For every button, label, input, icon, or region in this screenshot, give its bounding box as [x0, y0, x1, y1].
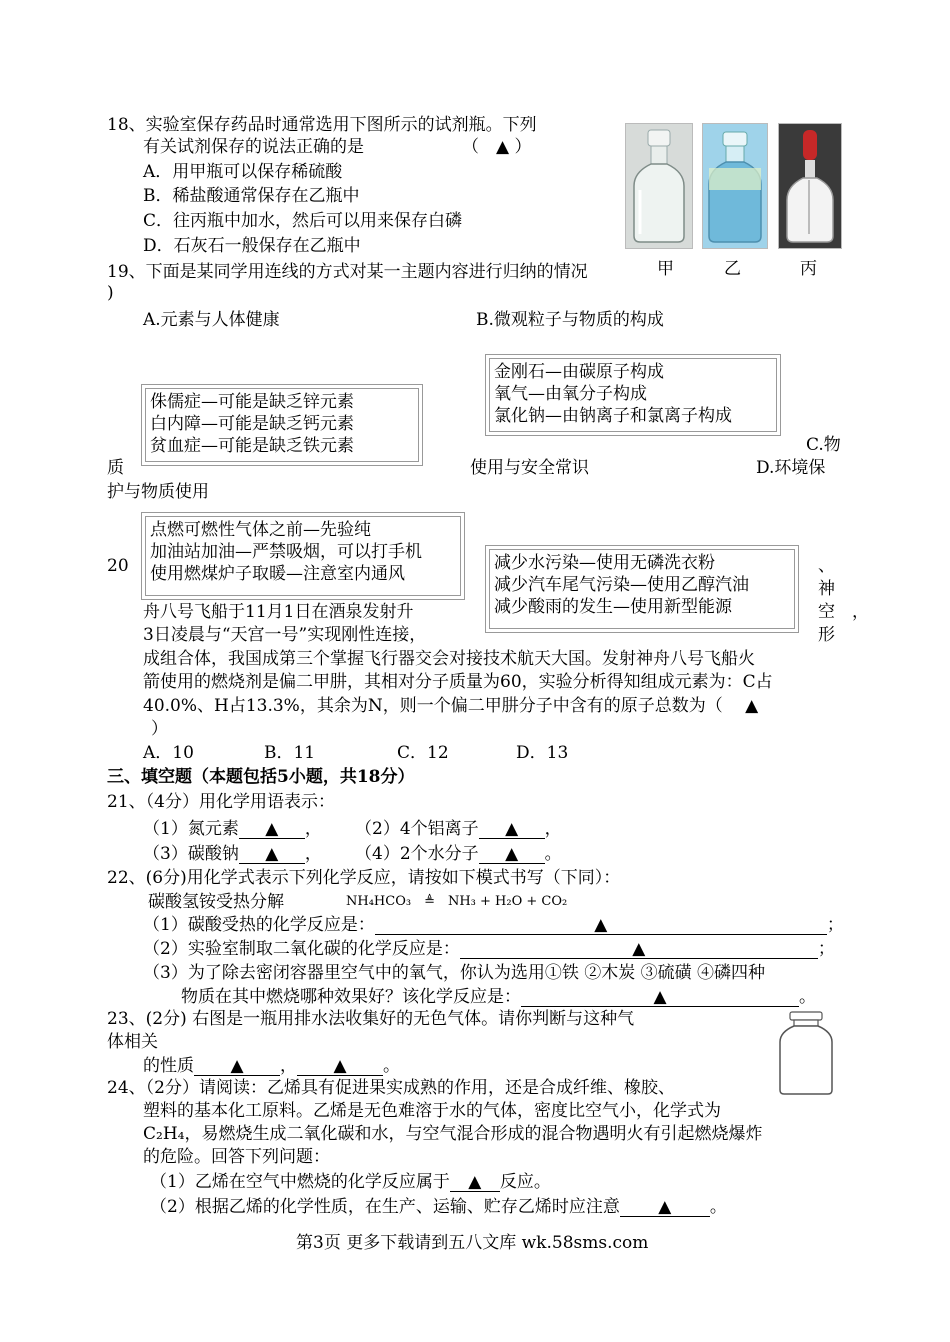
q19-b-title: B.微观粒子与物质的构成 — [476, 310, 664, 330]
box-b-line-3: 氯化钠—由钠离子和氯离子构成 — [494, 406, 732, 426]
q21-part1 — [143, 818, 322, 840]
q19-c-title-part2: 质 — [107, 458, 124, 478]
q23-blank-2[interactable]: ▲ — [297, 1057, 383, 1076]
q19-d-title-part2: 护与物质使用 — [107, 482, 209, 502]
q20-line6: ） — [151, 719, 168, 739]
q18-paren: （ ▲ ） — [462, 137, 532, 157]
q20-option-a: A．10 — [143, 743, 194, 763]
box-d-line-2: 减少汽车尾气污染—使用乙醇汽油 — [494, 575, 749, 595]
q19-a-title: A.元素与人体健康 — [143, 310, 280, 330]
q20-line4: 箭使用的燃烧剂是偏二甲肼，其相对分子质量为60，实验分析得知组成元素为：C占 — [143, 672, 773, 692]
q20-side-2: 神 — [818, 579, 835, 599]
q18-option-b: B．稀盐酸通常保存在乙瓶中 — [143, 186, 360, 206]
bottle-bing-image — [778, 123, 842, 249]
box-c-line-1: 点燃可燃性气体之前—先验纯 — [150, 520, 371, 540]
q24-line2: 塑料的基本化工原料。乙烯是无色难溶于水的气体，密度比空气小，化学式为 — [143, 1101, 721, 1121]
q20-line1: 舟八号飞船于11月1日在酒泉发射升 — [143, 602, 414, 622]
box-b-line-2: 氧气—由氧分子构成 — [494, 384, 647, 404]
box-d-line-3: 减少酸雨的发生—使用新型能源 — [494, 597, 732, 617]
q19-box-b — [485, 354, 781, 436]
q18-option-a: A．用甲瓶可以保存稀硫酸 — [143, 162, 343, 182]
q22-part1 — [143, 914, 844, 936]
box-a-line-2: 白内障—可能是缺乏钙元素 — [150, 414, 354, 434]
q22-part2 — [143, 938, 835, 960]
bottle-yi-image — [702, 123, 768, 249]
q22-p3-period: 。 — [799, 987, 816, 1007]
q21-p2-comma: ， — [544, 819, 562, 839]
bottle-label-jia: 甲 — [657, 259, 674, 279]
q19-c-title-part1: C.物 — [806, 435, 841, 455]
q22-example-label: 碳酸氢铵受热分解 — [148, 892, 284, 912]
q23-line1: 23、(2分) 右图是一瓶用排水法收集好的无色气体。请你判断与这种气 — [107, 1009, 635, 1029]
box-a-line-3: 贫血症—可能是缺乏铁元素 — [150, 436, 354, 456]
q23-blank-1[interactable]: ▲ — [194, 1057, 280, 1076]
q21-p3-label: （3）碳酸钠 — [143, 844, 239, 864]
q21-part4 — [355, 843, 562, 865]
q23-period: 。 — [383, 1056, 400, 1076]
q19-c-title-part3: 使用与安全常识 — [470, 458, 589, 478]
q19-box-d — [485, 545, 799, 633]
q23-comma: ， — [280, 1056, 297, 1076]
q21-p1-blank[interactable]: ▲ — [239, 820, 305, 839]
q20-option-c: C．12 — [397, 743, 449, 763]
q20-line5: 40.0%、H占13.3%，其余为N，则一个偏二甲肼分子中含有的原子总数为（ ▲ — [143, 696, 759, 716]
q18-line1: 18、实验室保存药品时通常选用下图所示的试剂瓶。下列 — [107, 115, 537, 135]
q21-p4-blank[interactable]: ▲ — [479, 845, 545, 864]
q18-line2: 有关试剂保存的说法正确的是 — [143, 137, 364, 157]
q20-side-4: 形 — [818, 625, 835, 645]
q20-option-d: D．13 — [516, 743, 569, 763]
q22-p1-label: （1）碳酸受热的化学反应是： — [143, 915, 375, 935]
q24-line3: C₂H₄，易燃烧生成二氧化碳和水，与空气混合形成的混合物遇明火有引起燃烧爆炸 — [143, 1124, 763, 1144]
q18-option-d: D．石灰石一般保存在乙瓶中 — [143, 236, 361, 256]
gas-jar-image — [774, 1010, 838, 1101]
q22-p2-semi: ； — [817, 939, 835, 959]
box-d-line-1: 减少水污染—使用无磷洗衣粉 — [494, 553, 715, 573]
q19-d-title-part1: D.环境保 — [756, 458, 826, 478]
bottle-label-bing: 丙 — [800, 259, 817, 279]
q20-number: 20 — [107, 556, 129, 576]
q24-line4: 的危险。回答下列问题： — [143, 1147, 330, 1167]
q20-option-b: B．11 — [264, 743, 316, 763]
q19-line1: 19、下面是某同学用连线的方式对某一主题内容进行归纳的情况 — [107, 262, 588, 282]
q20-line2: 3日凌晨与“天宫一号”实现刚性连接， — [143, 625, 427, 645]
q18-option-c: C．往丙瓶中加水，然后可以用来保存白磷 — [143, 211, 463, 231]
box-c-line-3: 使用燃煤炉子取暖—注意室内通风 — [150, 564, 405, 584]
q22-p2-blank[interactable]: ▲ — [460, 940, 818, 959]
q21-p2-blank[interactable]: ▲ — [479, 820, 545, 839]
box-c-line-2: 加油站加油—严禁吸烟，可以打手机 — [150, 542, 422, 562]
section3-heading: 三、填空题（本题包括5小题，共18分） — [107, 767, 415, 787]
q21-p3-blank[interactable]: ▲ — [239, 845, 305, 864]
q24-p1-blank[interactable]: ▲ — [450, 1173, 500, 1192]
q21-p1-label: （1）氮元素 — [143, 819, 239, 839]
page-footer: 第3页 更多下载请到五八文库 wk.58sms.com — [296, 1233, 649, 1253]
q22-p3-line1: （3）为了除去密闭容器里空气中的氧气，你认为选用①铁 ②木炭 ③硫磺 ④磷四种 — [143, 963, 766, 983]
q24-line1: 24、（2分）请阅读：乙烯具有促进果实成熟的作用，还是合成纤维、橡胶、 — [107, 1078, 675, 1098]
q22-p2-label: （2）实验室制取二氧化碳的化学反应是： — [143, 939, 460, 959]
q22-example-equation: NH₄HCO₃ ≜ NH₃ + H₂O + CO₂ — [346, 894, 568, 909]
q19-box-a — [141, 384, 423, 466]
q21-p3-comma: ， — [304, 844, 322, 864]
q19-line1-tail: ) — [107, 283, 114, 303]
bottle-jia-image — [625, 123, 693, 249]
q22-p1-blank[interactable]: ▲ — [375, 916, 827, 935]
q20-side-3: 空 ， — [818, 602, 869, 622]
q21-p1-comma: ， — [304, 819, 322, 839]
q20-line3: 成组合体，我国成第三个掌握飞行器交会对接技术航天大国。发射神舟八号飞船火 — [143, 649, 755, 669]
q22-p1-semi: ； — [826, 915, 844, 935]
bottle-label-yi: 乙 — [724, 259, 741, 279]
q22-part3 — [181, 986, 816, 1008]
box-b-line-1: 金刚石—由碳原子构成 — [494, 362, 664, 382]
q23-label: 的性质 — [143, 1056, 194, 1076]
q22-stem: 22、(6分)用化学式表示下列化学反应，请按如下模式书写（下同）： — [107, 868, 621, 888]
q22-p3-label: 物质在其中燃烧哪种效果好？该化学反应是： — [181, 987, 521, 1007]
q24-p2-blank[interactable]: ▲ — [620, 1198, 710, 1217]
q20-side-1: 、 — [818, 556, 835, 576]
q24-p1-label: （1）乙烯在空气中燃烧的化学反应属于 — [150, 1172, 450, 1192]
q21-part2 — [355, 818, 562, 840]
q24-p1-tail: 反应。 — [499, 1172, 551, 1192]
q21-stem: 21、（4分）用化学用语表示： — [107, 792, 335, 812]
q21-p2-label: （2）4个铝离子 — [355, 819, 479, 839]
q19-box-c — [141, 512, 465, 600]
q24-p2-label: （2）根据乙烯的化学性质，在生产、运输、贮存乙烯时应注意 — [150, 1197, 620, 1217]
q24-p2-period: 。 — [709, 1197, 727, 1217]
q22-p3-blank[interactable]: ▲ — [521, 988, 799, 1007]
q21-part3 — [143, 843, 322, 865]
q23-line3 — [143, 1055, 400, 1077]
box-a-line-1: 侏儒症—可能是缺乏锌元素 — [150, 392, 354, 412]
q23-line2: 体相关 — [107, 1032, 158, 1052]
q24-part1 — [150, 1171, 551, 1193]
q24-part2 — [150, 1196, 727, 1218]
q21-p4-label: （4）2个水分子 — [355, 844, 479, 864]
q21-p4-period: 。 — [544, 844, 562, 864]
